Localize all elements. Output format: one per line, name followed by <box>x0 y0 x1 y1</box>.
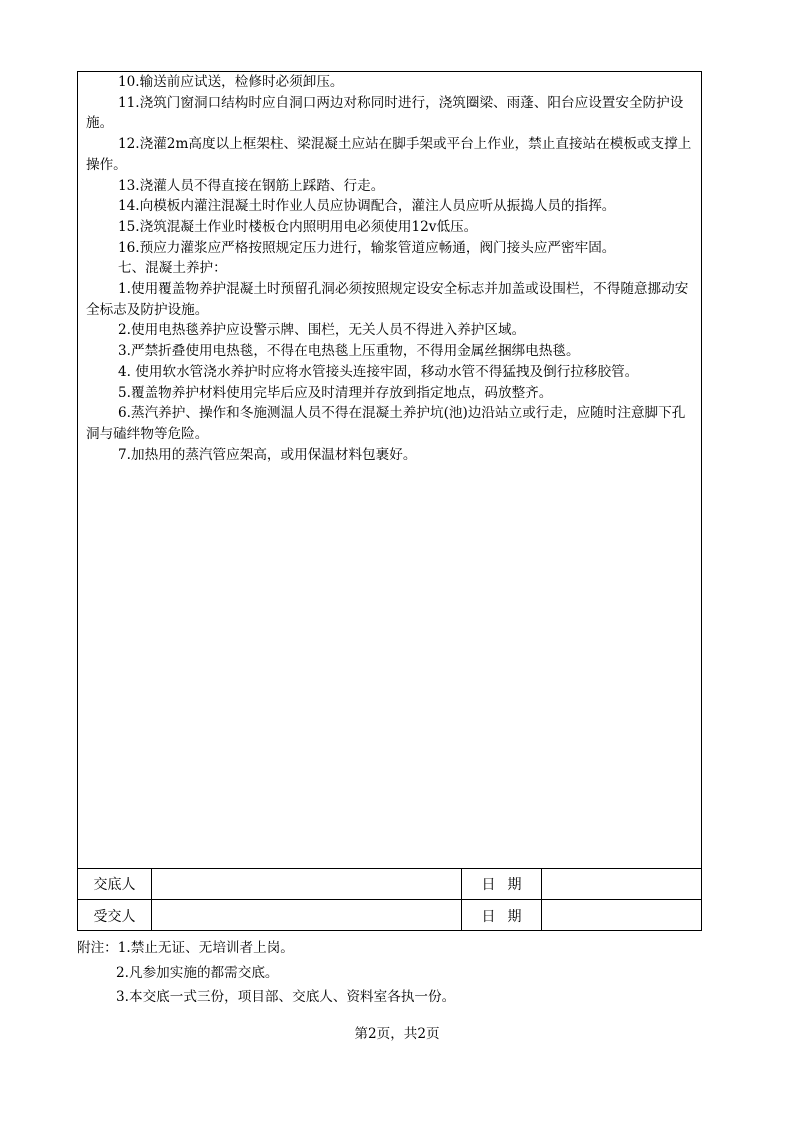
note-line: 2.凡参加实施的都需交底。 <box>116 964 279 981</box>
paragraph: 11.浇筑门窗洞口结构时应自洞口两边对称同时进行，浇筑圈梁、雨蓬、阳台应设置安全防护设施。 <box>86 94 684 132</box>
notes <box>77 936 455 1010</box>
content-cell <box>78 72 701 869</box>
paragraph: 6.蒸汽养护、操作和冬施测温人员不得在混凝土养护坑(池)边沿站立或行走，应随时注意脚下孔洞与磕绊物等危险。 <box>86 405 686 442</box>
page-number: 第2页，共2页 <box>354 1026 440 1042</box>
note-line: 3.本交底一式三份，项目部、交底人、资料室各执一份。 <box>116 989 456 1005</box>
paragraph: 10.输送前应试送，检修时必须卸压。 <box>118 74 344 90</box>
paragraph: 3.严禁折叠使用电热毯，不得在电热毯上压重物，不得用金属丝捆绑电热毯。 <box>118 343 580 360</box>
paragraph: 14.向模板内灌注混凝土时作业人员应协调配合，灌注人员应听从振捣人员的指挥。 <box>118 198 616 215</box>
note-line: 附注：1.禁止无证、无培训者上岗。 <box>77 940 294 956</box>
paragraph: 12.浇灌2m高度以上框架柱、梁混凝土应站在脚手架或平台上作业，禁止直接站在模板或支撑上操作。 <box>86 136 692 173</box>
discloser-label: 交底人 <box>78 869 152 899</box>
paragraph: 2.使用电热毯养护应设警示牌、围栏，无关人员不得进入养护区域。 <box>118 322 526 339</box>
date-label: 日期 <box>462 869 542 899</box>
paragraph: 4. 使用软水管浇水养护时应将水管接头连接牢固，移动水管不得猛拽及倒行拉移胶管。 <box>118 363 639 380</box>
date-field[interactable] <box>542 900 701 931</box>
date-label: 日期 <box>462 900 542 931</box>
receiver-field[interactable] <box>152 900 462 931</box>
paragraph: 5.覆盖物养护材料使用完毕后应及时清理并存放到指定地点，码放整齐。 <box>118 384 553 401</box>
paragraph: 7.加热用的蒸汽管应架高，或用保温材料包裹好。 <box>118 446 417 463</box>
discloser-row <box>78 869 701 900</box>
receiver-row <box>78 900 701 931</box>
paragraph: 15.浇筑混凝土作业时楼板仓内照明用电必须使用12v低压。 <box>118 218 478 235</box>
receiver-label: 受交人 <box>78 900 152 931</box>
paragraph: 16.预应力灌浆应严格按照规定压力进行，输浆管道应畅通，阀门接头应严密牢固。 <box>118 239 616 256</box>
discloser-field[interactable] <box>152 869 462 899</box>
paragraph: 13.浇灌人员不得直接在钢筋上踩踏、行走。 <box>118 177 385 194</box>
disclosure-table <box>77 71 702 931</box>
paragraph: 1.使用覆盖物养护混凝土时预留孔洞必须按照规定设安全标志并加盖或设围栏，不得随意挪动安全标志及防护设施。 <box>86 281 689 318</box>
date-field[interactable] <box>542 869 701 899</box>
section-heading: 七、混凝土养护： <box>118 260 227 277</box>
